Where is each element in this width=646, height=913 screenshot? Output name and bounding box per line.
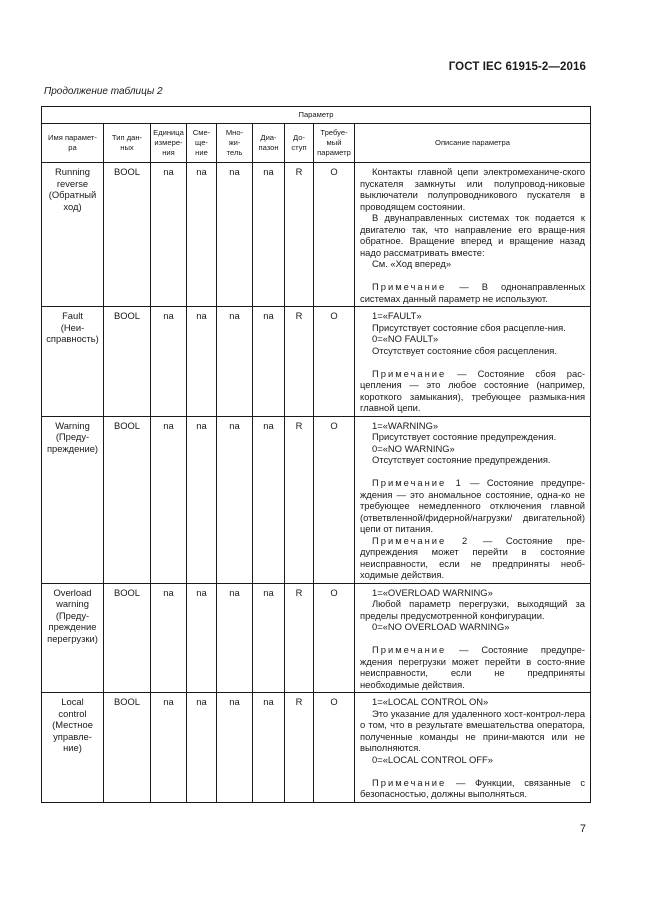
description-line: В двунаправленных системах ток подается к двигателю так, что направление его враще-ния обратное. Вращение вперед и вращение назад надо рассматривать вместе: bbox=[360, 212, 586, 258]
note bbox=[360, 644, 585, 690]
table-row bbox=[42, 583, 591, 693]
note-label: Примечание bbox=[372, 367, 447, 379]
note-label: Примечание bbox=[372, 281, 447, 292]
description-line: Любой параметр перегрузки, выходящий за пределы предусмотренной конфигурации. bbox=[360, 598, 586, 621]
table-body bbox=[42, 163, 591, 803]
required-cell: O bbox=[314, 416, 355, 583]
description-line: См. «Ход вперед» bbox=[372, 258, 452, 269]
table-row bbox=[42, 693, 591, 803]
note-label: Примечание bbox=[372, 776, 447, 788]
unit-cell: na bbox=[151, 307, 187, 417]
unit-cell: na bbox=[151, 163, 187, 307]
required-cell: O bbox=[314, 307, 355, 417]
required-cell: O bbox=[314, 583, 355, 693]
note-label: Примечание 2 bbox=[372, 534, 470, 546]
note bbox=[360, 281, 585, 304]
description-line: 1=«FAULT» bbox=[372, 310, 422, 321]
description-line: Это указание для удаленного хост-контрол-лера о том, что в результате вмешательства оператора, полученные команды не прини-маются или не выполняются. bbox=[360, 707, 586, 753]
data-type-cell: BOOL bbox=[104, 416, 151, 583]
description-line: 0=«LOCAL CONTROL OFF» bbox=[372, 753, 493, 765]
description-line: Отсутствует состояние предупреждения. bbox=[372, 454, 551, 465]
description-line: 1=«OVERLOAD WARNING» bbox=[372, 586, 493, 598]
multiplier-cell: na bbox=[217, 307, 253, 417]
column-header: Имя парамет- ра bbox=[42, 124, 104, 163]
parameter-name-cell: Warning (Преду- преждение) bbox=[42, 416, 104, 583]
parameter-table bbox=[41, 106, 591, 803]
description-line: 0=«NO FAULT» bbox=[372, 333, 439, 344]
description-line: Контакты главной цепи электромеханиче-ского пускателя замкнуты или полупровод-никовые выключатели полупроводникового пускателя в проводящем состоянии. bbox=[360, 166, 586, 212]
parameter-name-cell: Running reverse (Обратный ход) bbox=[42, 163, 104, 307]
column-header: Требуе- мый параметр bbox=[314, 124, 355, 163]
range-cell: na bbox=[253, 307, 285, 417]
note-label: Примечание bbox=[372, 644, 447, 655]
column-header: Единица измере- ния bbox=[151, 124, 187, 163]
note bbox=[360, 477, 585, 535]
description-line: Отсутствует состояние сбоя расцепления. bbox=[372, 344, 557, 356]
table-row bbox=[42, 416, 591, 583]
required-cell: O bbox=[314, 163, 355, 307]
range-cell: na bbox=[253, 163, 285, 307]
note bbox=[360, 368, 585, 414]
access-cell: R bbox=[285, 307, 314, 417]
range-cell: na bbox=[253, 693, 285, 803]
column-header: Сме- ще- ние bbox=[187, 124, 217, 163]
column-header: До- ступ bbox=[285, 124, 314, 163]
column-header: Описание параметра bbox=[355, 124, 591, 163]
description-cell bbox=[355, 693, 591, 803]
offset-cell: na bbox=[187, 583, 217, 693]
column-header: Тип дан- ных bbox=[104, 124, 151, 163]
data-type-cell: BOOL bbox=[104, 583, 151, 693]
description-line: 0=«NO OVERLOAD WARNING» bbox=[372, 621, 510, 632]
offset-cell: na bbox=[187, 416, 217, 583]
description-line: Присутствует состояние сбоя расцепле-ния. bbox=[372, 321, 566, 333]
access-cell: R bbox=[285, 583, 314, 693]
multiplier-cell: na bbox=[217, 693, 253, 803]
column-header: Мно- жи- тель bbox=[217, 124, 253, 163]
parameter-name-cell: Overload warning (Преду- преждение перегрузки) bbox=[42, 583, 104, 693]
note-text: — Состояние предупре-ждения перегрузки может перейти в состо-яние неисправности, если не предприняты необходимые действия. bbox=[360, 644, 586, 690]
note bbox=[360, 535, 585, 581]
unit-cell: na bbox=[151, 693, 187, 803]
group-header: Параметр bbox=[42, 107, 591, 124]
access-cell: R bbox=[285, 693, 314, 803]
description-line: 0=«NO WARNING» bbox=[372, 442, 455, 454]
description-cell bbox=[355, 163, 591, 307]
description-line: 1=«WARNING» bbox=[372, 419, 439, 431]
note-text: — В однонаправленных системах данный параметр не используют. bbox=[360, 281, 586, 304]
note-text: — Состояние сбоя рас-цепления — это любое состояние (например, короткого замыкания), требующее размыка-ния главной цепи. bbox=[360, 367, 586, 413]
note-text: — Состояние предупре-ждения — это аномальное состояние, одна-ко не требующее немедленного отключения главной (ответвленной/фидерной/нагрузки/ двигательной) цепи от питания. bbox=[360, 477, 586, 534]
description-cell bbox=[355, 416, 591, 583]
data-type-cell: BOOL bbox=[104, 307, 151, 417]
multiplier-cell: na bbox=[217, 163, 253, 307]
description-line: Присутствует состояние предупреждения. bbox=[372, 431, 557, 442]
description-line: 1=«LOCAL CONTROL ON» bbox=[372, 696, 489, 707]
note-text: — Функции, связанные с безопасностью, должны выполняться. bbox=[360, 776, 586, 799]
column-header: Диа- пазон bbox=[253, 124, 285, 163]
table-row bbox=[42, 163, 591, 307]
parameter-name-cell: Fault (Неи- справность) bbox=[42, 307, 104, 417]
required-cell: O bbox=[314, 693, 355, 803]
access-cell: R bbox=[285, 416, 314, 583]
data-type-cell: BOOL bbox=[104, 163, 151, 307]
offset-cell: na bbox=[187, 307, 217, 417]
note bbox=[360, 777, 585, 800]
table-row bbox=[42, 307, 591, 417]
note-text: — Состояние пре-дупреждения может перейти в состояние неисправности, если не предприняты необ-ходимые действия. bbox=[360, 534, 586, 580]
description-cell bbox=[355, 583, 591, 693]
data-type-cell: BOOL bbox=[104, 693, 151, 803]
range-cell: na bbox=[253, 583, 285, 693]
unit-cell: na bbox=[151, 416, 187, 583]
page-number: 7 bbox=[579, 823, 586, 835]
multiplier-cell: na bbox=[217, 416, 253, 583]
continuation-label: Продолжение таблицы 2 bbox=[44, 86, 163, 97]
access-cell: R bbox=[285, 163, 314, 307]
range-cell: na bbox=[253, 416, 285, 583]
column-header-row bbox=[42, 124, 591, 163]
offset-cell: na bbox=[187, 693, 217, 803]
parameter-name-cell: Local control (Местное управле- ние) bbox=[42, 693, 104, 803]
unit-cell: na bbox=[151, 583, 187, 693]
multiplier-cell: na bbox=[217, 583, 253, 693]
document-code: ГОСТ IEC 61915-2—2016 bbox=[448, 61, 586, 73]
offset-cell: na bbox=[187, 163, 217, 307]
note-label: Примечание 1 bbox=[372, 477, 463, 488]
description-cell bbox=[355, 307, 591, 417]
